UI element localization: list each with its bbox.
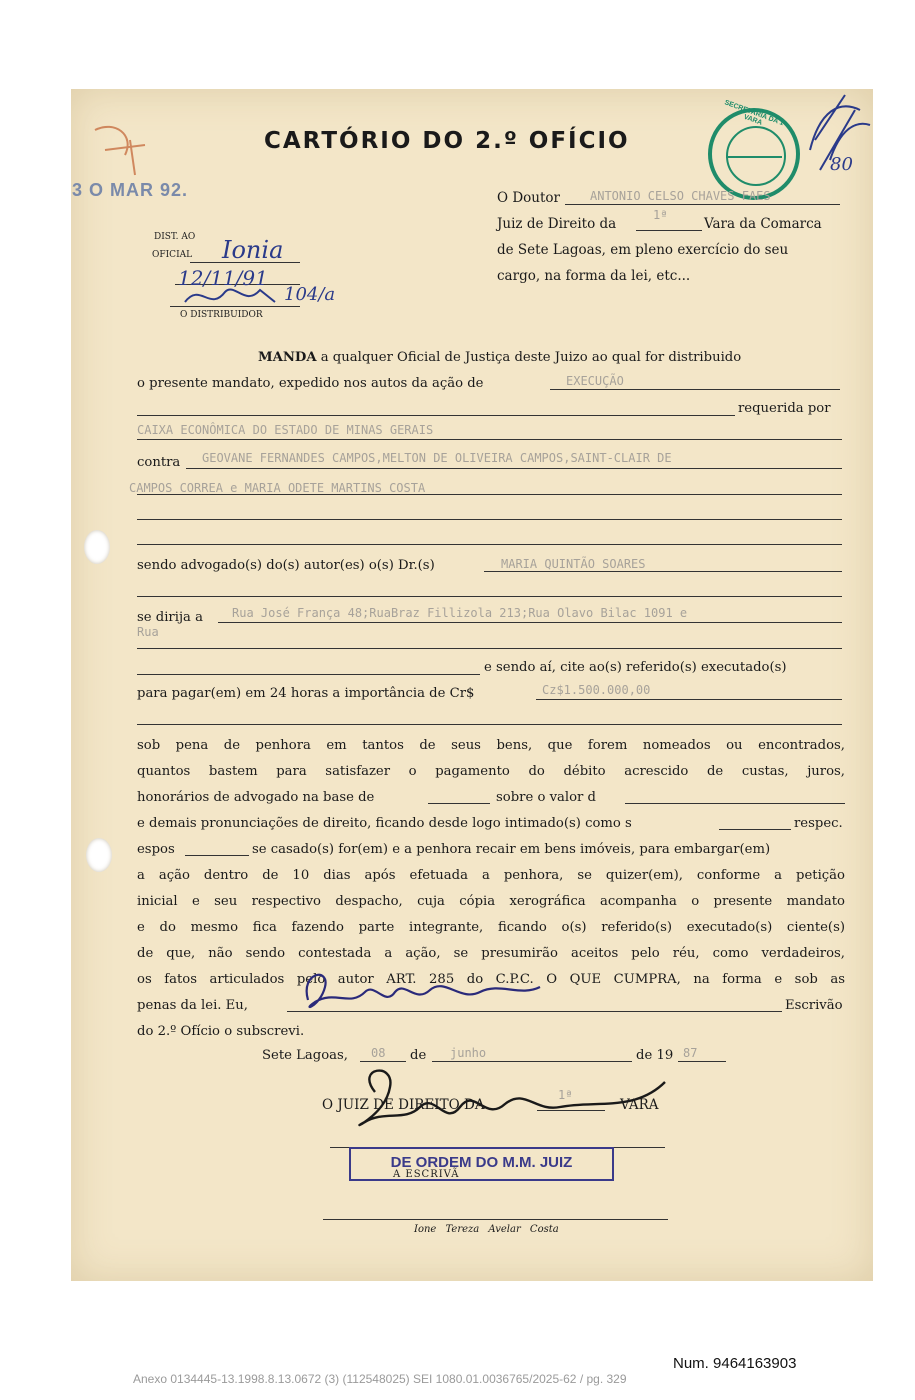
distribuidor-signature: [180, 282, 280, 312]
page-title: CARTÓRIO DO 2.º OFÍCIO: [264, 128, 630, 154]
contra-value-2: CAMPOS CORREA e MARIA ODETE MARTINS COSTA: [129, 481, 426, 495]
acao-prefix: o presente mandato, expedido nos autos da ação de: [137, 376, 484, 391]
doutor-name: ANTONIO CELSO CHAVES FAES: [590, 189, 771, 203]
distribuidor-label: O DISTRIBUIDOR: [180, 310, 263, 320]
advogado-value: MARIA QUINTÃO SOARES: [501, 557, 646, 571]
date-year: 87: [683, 1046, 698, 1060]
advogado-label: sendo advogado(s) do(s) autor(es) o(s) Dr.(s): [137, 558, 435, 573]
cite-text: e sendo aí, cite ao(s) referido(s) executado(s): [484, 660, 787, 675]
document-reference: Anexo 0134445-13.1998.8.13.0672 (3) (112548025) SEI 1080.01.0036765/2025-62 / pg. 329: [133, 1372, 627, 1386]
paragraph-line-1: sob pena de penhora em tantos de seus bens, que forem nomeados ou encontrados,: [137, 738, 845, 753]
date-de-2: de 19: [636, 1048, 674, 1063]
doutor-label: O Doutor: [497, 190, 561, 206]
escriva-name: Ione Tereza Avelar Costa: [414, 1224, 559, 1235]
paragraph-line-11b: Escrivão: [785, 998, 843, 1013]
dist-ao-label: DIST. AO: [154, 232, 196, 242]
juiz-vara-num: 1ª: [653, 208, 668, 222]
juiz-suffix: Vara da Comarca: [704, 216, 822, 232]
secretaria-stamp-text: SECRETARIA DA 1ª VARA: [723, 99, 787, 129]
paragraph-line-2: quantos bastem para satisfazer o pagamento do débito acrescido de custas, juros,: [137, 764, 845, 779]
paragraph-line-10: os fatos articulados pelo autor ART. 285 do C.P.C. O QUE CUMPRA, na forma e sob as: [137, 972, 845, 987]
contra-label: contra: [137, 455, 181, 470]
punch-hole-top: [84, 530, 110, 564]
dirija-label: se dirija a: [137, 610, 203, 625]
dirija-value-1: Rua José França 48;RuaBraz Fillizola 213;Rua Olavo Bilac 1091 e: [232, 606, 688, 620]
manda-word: MANDA: [258, 350, 317, 365]
corner-number: 80: [830, 154, 853, 175]
escrivao-signature: [290, 962, 550, 1022]
pagar-label: para pagar(em) em 24 horas a importância de Cr$: [137, 686, 475, 701]
manda-line: [258, 350, 741, 365]
signature-vara-num: 1ª: [558, 1088, 573, 1102]
punch-hole-bottom: [86, 838, 112, 872]
header-line-3: de Sete Lagoas, em pleno exercício do seu: [497, 242, 789, 258]
contra-value-1: GEOVANE FERNANDES CAMPOS,MELTON DE OLIVEIRA CAMPOS,SAINT-CLAIR DE: [202, 451, 672, 465]
received-date-stamp: 3 O MAR 92.: [72, 180, 189, 200]
date-place: Sete Lagoas,: [262, 1048, 348, 1063]
signature-vara: VARA: [620, 1097, 659, 1113]
dist-hand-name: Ionia: [222, 236, 284, 264]
judge-signature: [335, 1062, 675, 1152]
paragraph-line-6: a ação dentro de 10 dias após efetuada a penhora, se quizer(em), conforme a petição: [137, 868, 845, 883]
paragraph-line-11a: penas da lei. Eu,: [137, 998, 248, 1013]
margin-mark: [85, 110, 165, 180]
manda-rest: a qualquer Oficial de Justiça deste Juizo ao qual for distribuido: [316, 350, 742, 365]
paragraph-line-7: inicial e seu respectivo despacho, cuja cópia xerográfica acompanha o presente mandato: [137, 894, 845, 909]
secretaria-stamp: [708, 99, 800, 200]
paragraph-line-8: e do mesmo fica fazendo parte integrante, ficando o(s) referido(s) executado(s) ciente(s): [137, 920, 845, 935]
date-month: junho: [450, 1046, 487, 1060]
corner-signature: [800, 90, 875, 200]
paragraph-line-5b: se casado(s) for(em) e a penhora recair em bens imóveis, para embargar(em): [252, 842, 771, 857]
dist-hand-date: 12/11/91: [178, 266, 268, 290]
escriva-label: A ESCRIVÃ: [393, 1169, 460, 1180]
paragraph-line-3a: honorários de advogado na base de: [137, 790, 375, 805]
pagar-value: Cz$1.500.000,00: [542, 683, 651, 697]
requerida-label: requerida por: [738, 401, 831, 416]
date-day: 08: [371, 1046, 386, 1060]
dirija-value-2: Rua: [137, 625, 159, 639]
paragraph-line-4a: e demais pronunciações de direito, ficando desde logo intimado(s) como s: [137, 816, 632, 831]
header-line-4: cargo, na forma da lei, etc...: [497, 268, 691, 284]
paragraph-line-12: do 2.º Ofício o subscrevi.: [137, 1024, 305, 1039]
dist-hand-number: 104/a: [284, 284, 336, 305]
paragraph-line-4b: respec.: [794, 816, 843, 831]
date-de-1: de: [410, 1048, 427, 1063]
requerente-value: CAIXA ECONÔMICA DO ESTADO DE MINAS GERAIS: [137, 423, 434, 437]
acao-value: EXECUÇÃO: [566, 374, 624, 388]
ordem-stamp: DE ORDEM DO M.M. JUIZ: [349, 1147, 614, 1181]
document-number: Num. 9464163903: [673, 1355, 797, 1372]
juiz-prefix: Juiz de Direito da: [497, 216, 617, 232]
juiz-de-direito-prefix: O JUIZ DE DIREITO DA: [322, 1097, 485, 1113]
paragraph-line-5a: espos: [137, 842, 175, 857]
paragraph-line-9: de que, não sendo contestada a ação, se presumirão aceitos pelo réu, como verdadeiros,: [137, 946, 845, 961]
oficial-label: OFICIAL: [152, 250, 193, 260]
paragraph-line-3b: sobre o valor d: [496, 790, 596, 805]
